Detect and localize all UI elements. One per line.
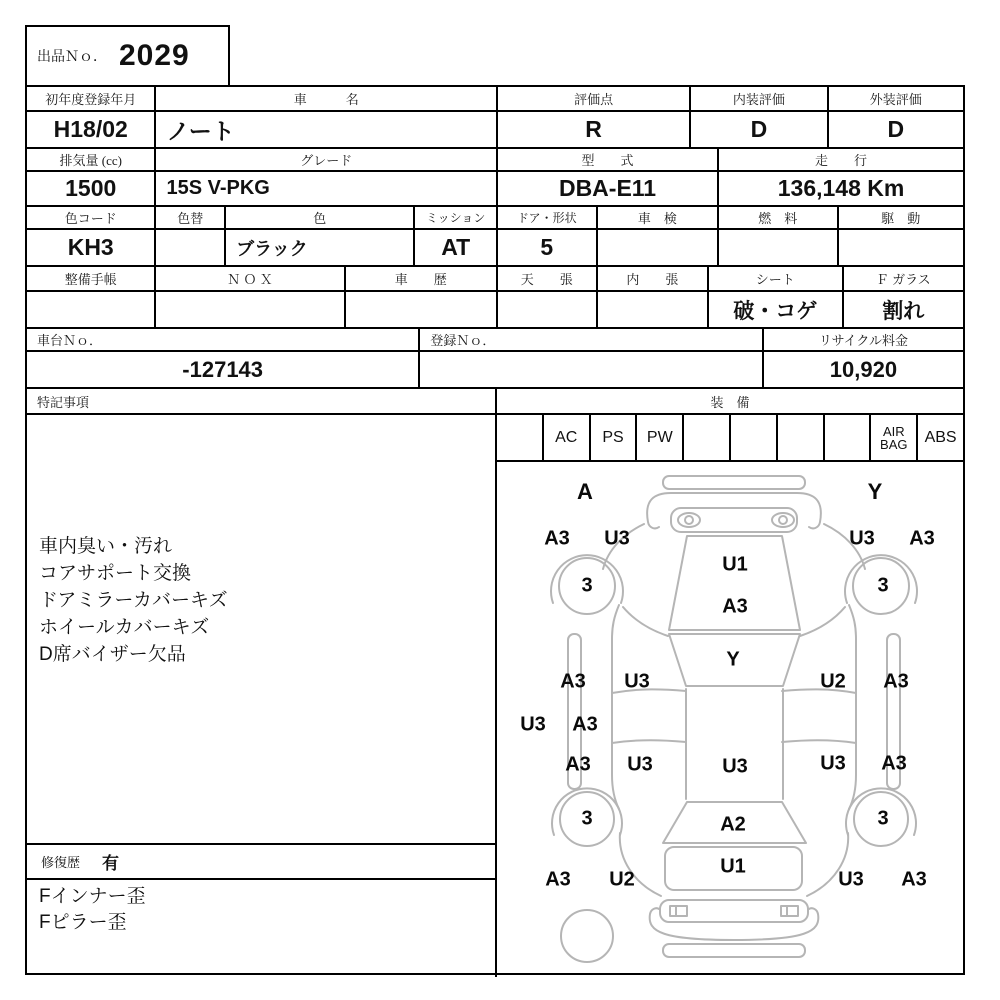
car-name-label: 車 名 xyxy=(156,87,498,110)
grade-value: 15S V-PKG xyxy=(156,172,498,205)
equipment-cell xyxy=(778,415,825,460)
doors-label: ドア・形状 xyxy=(498,207,598,228)
seat-value: 破・コゲ xyxy=(709,292,843,327)
auction-no-value: 2029 xyxy=(119,39,190,72)
damage-mark: A3 xyxy=(565,753,591,776)
damage-mark: A3 xyxy=(883,670,909,693)
damage-mark: U3 xyxy=(624,670,650,693)
remark-note: D席バイザー欠品 xyxy=(39,644,186,665)
equipment-column xyxy=(497,415,963,977)
damage-mark: A xyxy=(577,479,593,504)
damage-mark: U3 xyxy=(849,527,875,550)
equipment-cell-abs: ABS xyxy=(924,429,957,446)
displacement-label: 排気量 (cc) xyxy=(27,149,156,170)
equipment-cell xyxy=(684,415,731,460)
door-trim-label: 内 張 xyxy=(598,267,710,290)
remark-note: ホイールカバーキズ xyxy=(39,617,210,638)
headliner-label: 天 張 xyxy=(498,267,598,290)
model-code-label: 型 式 xyxy=(498,149,719,170)
first-reg-label: 初年度登録年月 xyxy=(27,87,156,110)
auction-no-label: 出品Ｎｏ． xyxy=(37,50,107,65)
repair-note: Fインナー歪 xyxy=(39,886,146,907)
doors-value: 5 xyxy=(498,230,598,265)
damage-mark: U3 xyxy=(838,868,864,891)
damage-mark: 3 xyxy=(877,807,889,830)
score-label: 評価点 xyxy=(498,87,691,110)
damage-mark: 3 xyxy=(877,574,889,597)
equipment-cell-ps: PS xyxy=(591,415,638,460)
repair-history-row xyxy=(27,845,495,880)
remarks-notes xyxy=(27,415,495,845)
f-glass-value: 割れ xyxy=(882,299,925,323)
displacement-value: 1500 xyxy=(27,172,156,205)
section-header xyxy=(27,389,963,415)
drive-value xyxy=(839,230,963,265)
damage-mark: U3 xyxy=(627,753,653,776)
equipment-cell xyxy=(825,415,872,460)
fuel-label: 燃 料 xyxy=(719,207,838,228)
repair-history-value: 有 xyxy=(102,854,120,873)
color-value: ブラック xyxy=(226,230,415,265)
equipment-cell xyxy=(497,415,544,460)
model-code-value: DBA-E11 xyxy=(498,172,719,205)
exterior-score-value: D xyxy=(887,116,905,142)
color-code-value: KH3 xyxy=(27,230,156,265)
seat-label: シート xyxy=(709,267,843,290)
reg-no-value xyxy=(420,352,764,387)
fuel-value xyxy=(719,230,838,265)
grade-label: グレード xyxy=(156,149,498,170)
history-label: 車 歴 xyxy=(346,267,498,290)
interior-score-value: D xyxy=(691,112,828,147)
row4-labels xyxy=(27,267,963,292)
equipment-row xyxy=(497,415,963,462)
damage-mark: A3 xyxy=(572,713,598,736)
damage-mark: A3 xyxy=(560,670,586,693)
damage-mark: Y xyxy=(867,479,883,504)
inspection-label: 車 検 xyxy=(598,207,719,228)
damage-mark: U3 xyxy=(604,527,630,550)
damage-mark: U1 xyxy=(722,553,748,576)
damage-mark: A3 xyxy=(881,752,907,775)
damage-mark: A3 xyxy=(544,527,570,550)
damage-mark: A3 xyxy=(722,595,748,618)
transmission-value: AT xyxy=(415,230,498,265)
inspection-value xyxy=(598,230,719,265)
remark-note: 車内臭い・汚れ xyxy=(39,536,173,557)
mileage-label: 走 行 xyxy=(815,153,868,168)
first-reg-value: H18/02 xyxy=(27,112,156,147)
drive-label: 駆 動 xyxy=(881,211,921,226)
damage-mark: 3 xyxy=(581,807,593,830)
color-change-value xyxy=(156,230,226,265)
damage-mark: U3 xyxy=(820,752,846,775)
car-name-value: ノート xyxy=(156,112,498,147)
damage-diagram xyxy=(497,462,963,977)
service-book-label: 整備手帳 xyxy=(27,267,156,290)
f-glass-label: Ｆ ガラス xyxy=(875,272,931,287)
remark-note: コアサポート交換 xyxy=(39,563,192,584)
row2-values xyxy=(27,172,963,207)
damage-mark: A3 xyxy=(901,868,927,891)
transmission-label: ミッション xyxy=(415,207,498,228)
color-label: 色 xyxy=(226,207,415,228)
row2-labels xyxy=(27,149,963,172)
row1-values xyxy=(27,112,963,149)
chassis-no-value: -127143 xyxy=(27,352,420,387)
repair-note: Fピラー歪 xyxy=(39,912,127,933)
row5-values xyxy=(27,352,963,389)
equipment-cell xyxy=(731,415,778,460)
reg-no-label: 登録Ｎｏ． xyxy=(420,329,764,350)
remark-note: ドアミラーカバーキズ xyxy=(39,590,228,611)
row1-labels xyxy=(27,87,963,112)
color-code-label: 色コード xyxy=(27,207,156,228)
damage-mark: A2 xyxy=(720,813,746,836)
damage-mark: U3 xyxy=(722,755,748,778)
row3-values xyxy=(27,230,963,267)
damage-mark: U1 xyxy=(720,855,746,878)
remarks-header: 特記事項 xyxy=(27,389,497,413)
equipment-cell-airbag: AIR BAG xyxy=(871,415,918,460)
damage-mark: Y xyxy=(726,648,740,671)
score-value: R xyxy=(498,112,691,147)
row4-values xyxy=(27,292,963,329)
recycle-fee-value: 10,920 xyxy=(829,356,898,382)
repair-history-label: 修復歴 xyxy=(41,855,81,870)
nox-value xyxy=(156,292,345,327)
damage-mark: 3 xyxy=(581,574,593,597)
sheet-body xyxy=(27,415,963,977)
row3-labels xyxy=(27,207,963,230)
equipment-cell-ac: AC xyxy=(544,415,591,460)
equipment-cell-pw: PW xyxy=(637,415,684,460)
repair-notes xyxy=(27,880,495,977)
recycle-fee-label: リサイクル料金 xyxy=(818,333,909,348)
service-book-value xyxy=(27,292,156,327)
mileage-value: 136,148 Km xyxy=(777,175,905,201)
damage-mark: U2 xyxy=(820,670,846,693)
row5-labels xyxy=(27,329,963,352)
equipment-header: 装 備 xyxy=(710,394,750,410)
sheet-table xyxy=(25,85,965,975)
chassis-no-label: 車台Ｎｏ． xyxy=(27,329,420,350)
damage-mark: A3 xyxy=(909,527,935,550)
interior-score-label: 内装評価 xyxy=(691,87,828,110)
damage-mark: U3 xyxy=(520,713,546,736)
damage-mark: A3 xyxy=(545,868,571,891)
damage-mark: U2 xyxy=(609,868,635,891)
remarks-column xyxy=(27,415,497,977)
color-change-label: 色替 xyxy=(156,207,226,228)
nox-label: Ｎ Ｏ Ｘ xyxy=(156,267,345,290)
headliner-value xyxy=(498,292,598,327)
door-trim-value xyxy=(598,292,710,327)
history-value xyxy=(346,292,498,327)
exterior-score-label: 外装評価 xyxy=(869,92,922,107)
auction-no-box xyxy=(25,25,230,87)
